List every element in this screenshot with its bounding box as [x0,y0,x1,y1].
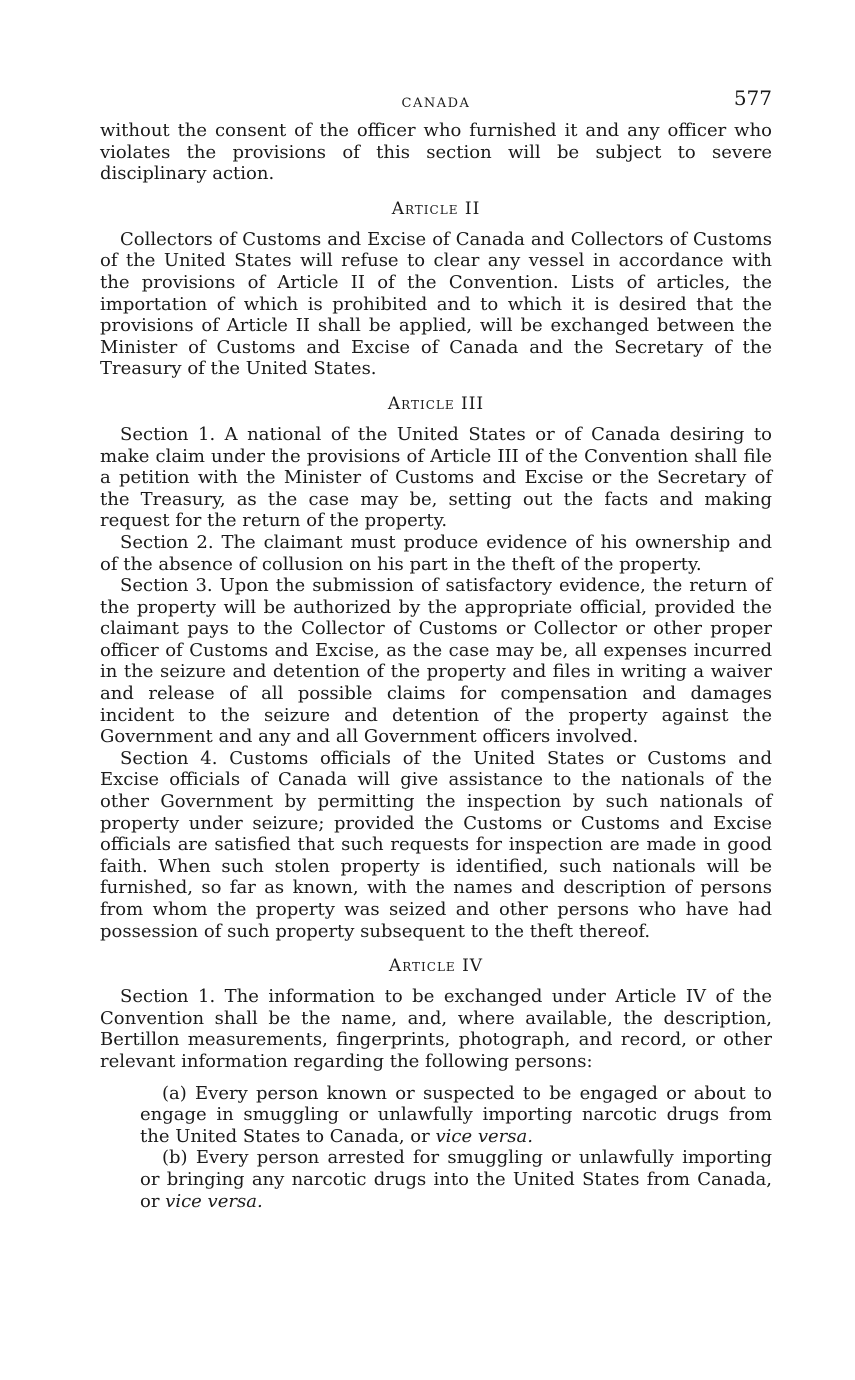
item-b-text: Every person arrested for smuggling or unlawfully importing or bringing any narcotic drugs into the United States from Canada, or [140,1147,772,1212]
article-iv-heading: Article IV [388,956,484,977]
article-iii-section-4: Section 4. Customs officials of the United States or Customs and Excise officials of Canada will give assistance to the nationals of the other Government by permitting the inspection by such nationals of property under seizure; provided the Customs or Customs and Excise officials are satisfied that such requests for inspection are made in good faith. When such stolen property is identified, such nationals will be furnished, so far as known, with the names and description of persons from whom the property was seized and other persons who have had possession of such property subsequent to the theft thereof. [100,747,772,942]
article-ii-paragraph: Collectors of Customs and Excise of Canada and Collectors of Customs of the United States will refuse to clear any vessel in accordance with the provisions of Article II of the Convention. Lists of articles, the importation of which is prohibited and to which it is desired that the provisions of Article II shall be applied, will be exchanged between the Minister of Customs and Excise of Canada and the Secretary of the Treasury of the United States. [100,228,772,380]
article-iii-section-2: Section 2. The claimant must produce evidence of his ownership and of the absence of collusion on his part in the theft of the property. [100,531,772,575]
item-a-vice-versa: vice versa. [435,1125,533,1147]
article-ii-heading: Article II [391,198,481,219]
item-a-label: (a) [162,1082,187,1104]
item-b-label: (b) [162,1147,188,1169]
document-page [100,86,772,1212]
article-iii-section-3: Section 3. Upon the submission of satisfactory evidence, the return of the property will be authorized by the appropriate official, provided the claimant pays to the Collector of Customs or Collector or other proper officer of Customs and Excise, as the case may be, all expenses incurred in the seizure and detention of the property and files in writing a waiver and release of all possible claims for compensation and damages incident to the seizure and detention of the property against the Government and any and all Government officers involved. [100,575,772,748]
page-number: 577 [733,86,772,110]
article-iii-section-1: Section 1. A national of the United States or of Canada desiring to make claim under the provisions of Article III of the Convention shall file a petition with the Minister of Customs and Excise or the Secretary of the Treasury, as the case may be, setting out the facts and making request for the return of the property. [100,423,772,532]
article-iv-item-b [140,1147,772,1212]
running-title: CANADA [401,96,471,111]
item-a-text: Every person known or suspected to be engaged or about to engage in smuggling or unlawfully importing narcotic drugs from the United States to Canada, or [140,1082,772,1147]
item-b-vice-versa: vice versa. [165,1190,263,1212]
article-iv-item-a [140,1083,772,1148]
article-iii-heading: Article III [387,393,485,414]
continuation-paragraph: without the consent of the officer who furnished it and any officer who violates the provisions of this section will be subject to severe disciplinary action. [100,120,772,185]
article-iv-section-1: Section 1. The information to be exchanged under Article IV of the Convention shall be the name, and, where available, the description, Bertillon measurements, fingerprints, photograph, and record, or other relevant information regarding the following persons: [100,986,772,1072]
running-head [100,86,772,120]
